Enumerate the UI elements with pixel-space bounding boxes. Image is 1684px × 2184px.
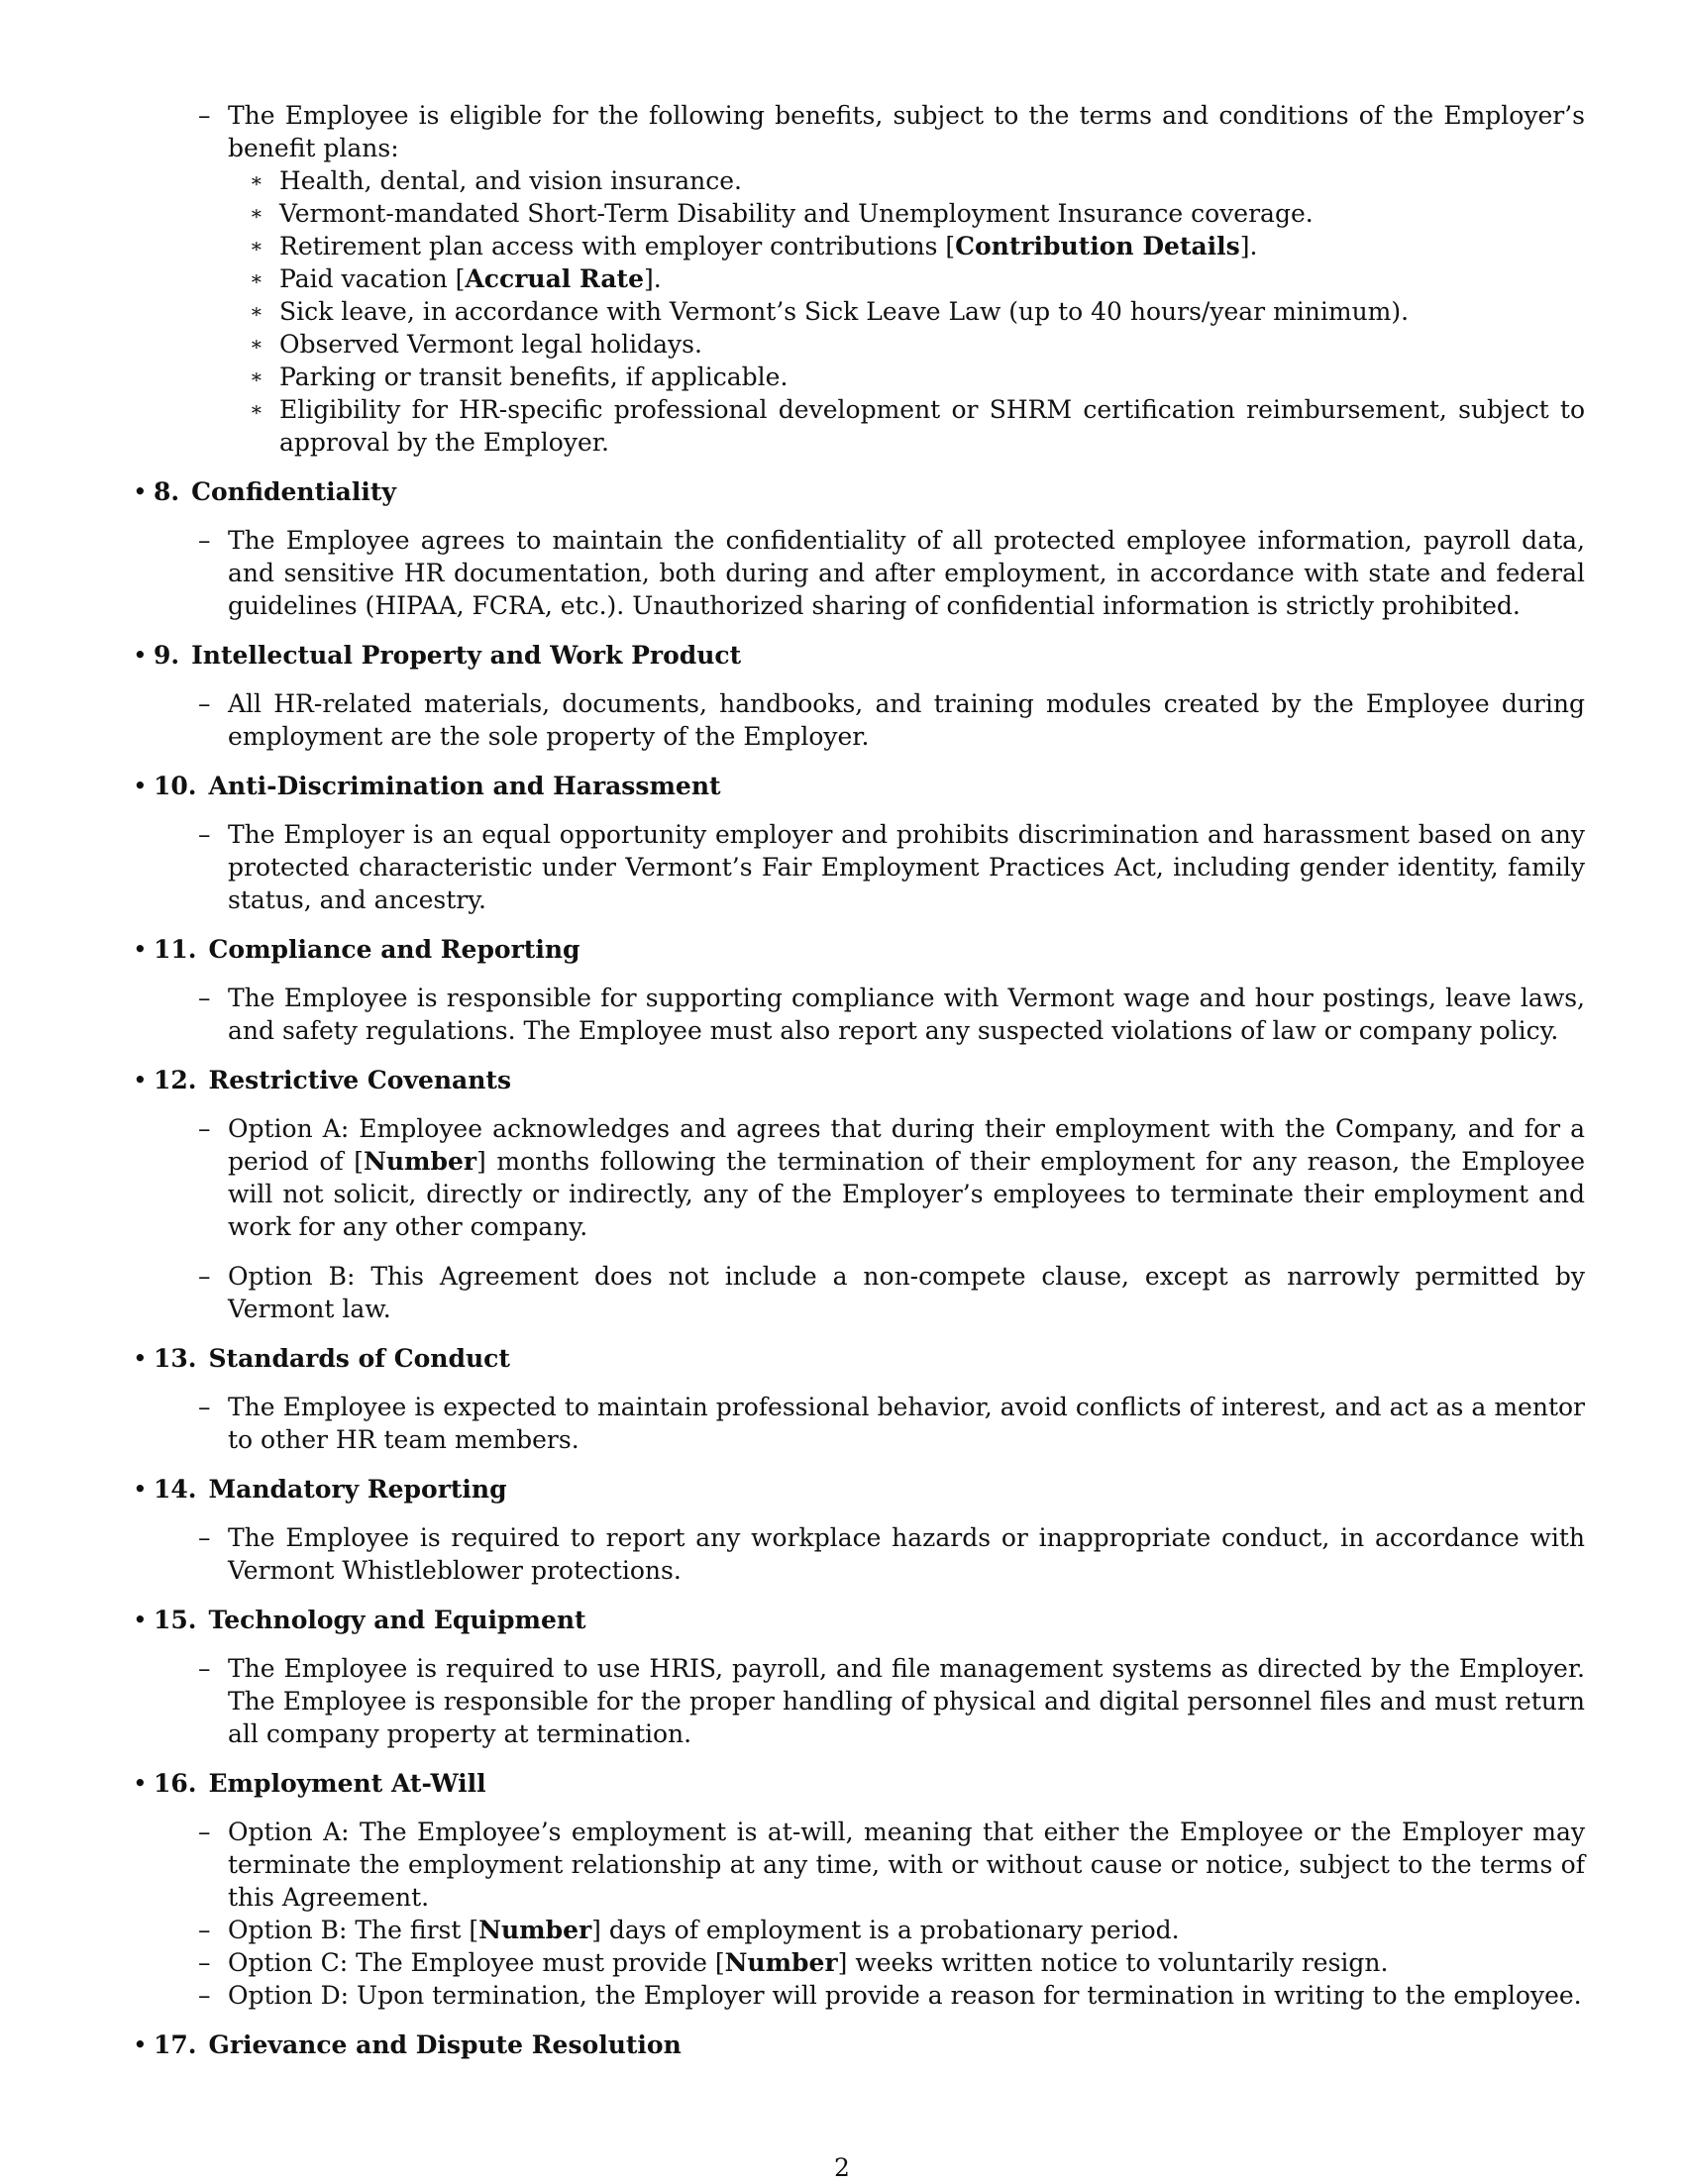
- benefit-item: [250, 230, 1585, 262]
- section-8: [119, 475, 1585, 622]
- text-part: The Employer is an equal opportunity employer and prohibits discrimination and harassment based on any protected characteristic under Vermont’s Fair Employment Practices Act, including gender identity, family status, and ancestry.: [228, 820, 1585, 914]
- section-17: [119, 2028, 1585, 2061]
- section-clause: [198, 524, 1585, 622]
- bullet-marker: •: [133, 772, 148, 800]
- text-part: All HR-related materials, documents, handbooks, and training modules created by the Employee during employment are the sole property of the Employer.: [228, 689, 1585, 751]
- benefit-item: [250, 197, 1585, 230]
- dash-marker: –: [198, 1654, 211, 1683]
- section-body: [198, 1652, 1585, 1750]
- section-body: [198, 818, 1585, 916]
- dash-marker: –: [198, 1262, 211, 1291]
- section-body: [198, 524, 1585, 622]
- dash-marker: –: [198, 1981, 211, 2010]
- section-title: Intellectual Property and Work Product: [191, 641, 742, 670]
- item-text: [228, 1948, 1388, 1977]
- section-clause: [198, 818, 1585, 916]
- section-title: Compliance and Reporting: [208, 935, 580, 964]
- sections-list: [119, 475, 1585, 2061]
- section-clause: [198, 1914, 1585, 1946]
- item-text: [279, 232, 1257, 260]
- item-text: [228, 820, 1585, 914]
- item-text: [279, 297, 1409, 326]
- text-part: Sick leave, in accordance with Vermont’s Sick Leave Law (up to 40 hours/year minimum).: [279, 297, 1410, 326]
- item-text: [228, 1818, 1585, 1912]
- bullet-marker: •: [133, 1769, 148, 1798]
- benefit-item: [250, 393, 1585, 459]
- text-part: Retirement plan access with employer contributions [: [279, 232, 956, 260]
- text-part: The Employee is required to report any workplace hazards or inappropriate conduct, in accordance with Vermont Whistleblower protections.: [228, 1523, 1585, 1585]
- section-number: 14.: [154, 1475, 197, 1504]
- dash-marker: –: [198, 1114, 211, 1143]
- section-clause: [198, 1112, 1585, 1243]
- benefits-lead: [198, 99, 1585, 164]
- text-part: The Employee agrees to maintain the confidentiality of all protected employee information, payroll data, and sensitive HR documentation, both during and after employment, in accordance with state and federal guidelines (HIPAA, FCRA, etc.). Unauthorized sharing of confidential information is strictly prohibited.: [228, 526, 1585, 620]
- item-text: [228, 526, 1585, 620]
- placeholder-field: Accrual Rate: [465, 264, 644, 293]
- dash-marker: –: [198, 1523, 211, 1552]
- bullet-marker: •: [133, 935, 148, 964]
- section-heading: [119, 770, 1585, 802]
- section-number: 15.: [154, 1606, 197, 1634]
- section-clause: [198, 1946, 1585, 1979]
- text-part: ] weeks written notice to voluntarily resign.: [837, 1948, 1389, 1977]
- section-heading: [119, 1064, 1585, 1096]
- section-clause: [198, 1816, 1585, 1914]
- text-part: The Employee is responsible for supporting compliance with Vermont wage and hour postings, leave laws, and safety regulations. The Employee must also report any suspected violations of law or company policy.: [228, 984, 1585, 1045]
- section-10: [119, 770, 1585, 916]
- text-part: Option C: The Employee must provide [: [228, 1948, 725, 1977]
- text-part: Vermont-mandated Short-Term Disability and Unemployment Insurance coverage.: [279, 199, 1314, 228]
- benefits-list: [250, 164, 1585, 459]
- benefit-item: [250, 164, 1585, 197]
- text-part: ] days of employment is a probationary period.: [591, 1916, 1180, 1944]
- section-number: 9.: [154, 641, 180, 670]
- text-part: Option A: Employee acknowledges and agrees that during their employment with the Company, and for a period of [: [228, 1114, 1585, 1176]
- section-heading: [119, 1767, 1585, 1800]
- placeholder-field: Number: [478, 1916, 592, 1944]
- section-number: 16.: [154, 1769, 197, 1798]
- asterisk-marker: ∗: [250, 397, 263, 421]
- item-text: [228, 1916, 1180, 1944]
- item-text: [279, 395, 1585, 457]
- section-clause: [198, 687, 1585, 753]
- section-clause: [198, 982, 1585, 1047]
- section-clause: [198, 1391, 1585, 1456]
- asterisk-marker: ∗: [250, 266, 263, 290]
- bullet-marker: •: [133, 1475, 148, 1504]
- text-part: Health, dental, and vision insurance.: [279, 166, 743, 195]
- section-heading: [119, 933, 1585, 966]
- dash-marker: –: [198, 526, 211, 555]
- section-clause: [198, 1979, 1585, 2012]
- text-part: Parking or transit benefits, if applicable.: [279, 363, 789, 391]
- section-title: Standards of Conduct: [208, 1344, 510, 1373]
- section-heading: [119, 2028, 1585, 2061]
- item-text: [228, 689, 1585, 751]
- asterisk-marker: ∗: [250, 332, 263, 356]
- text-part: The Employee is expected to maintain professional behavior, avoid conflicts of interest, and act as a mentor to other HR team members.: [228, 1393, 1585, 1454]
- item-text: [279, 363, 788, 391]
- section-heading: [119, 1604, 1585, 1636]
- section-heading: [119, 639, 1585, 672]
- section-number: 12.: [154, 1066, 197, 1094]
- benefits-block: [198, 99, 1585, 459]
- section-clause: [198, 1652, 1585, 1750]
- placeholder-field: Number: [363, 1147, 477, 1176]
- item-text: [279, 199, 1314, 228]
- section-number: 17.: [154, 2030, 197, 2059]
- bullet-marker: •: [133, 477, 148, 506]
- section-14: [119, 1473, 1585, 1587]
- section-12: [119, 1064, 1585, 1325]
- section-body: [198, 982, 1585, 1047]
- bullet-marker: •: [133, 1066, 148, 1094]
- section-number: 10.: [154, 772, 197, 800]
- asterisk-marker: ∗: [250, 234, 263, 258]
- benefit-item: [250, 295, 1585, 328]
- text-part: Option B: This Agreement does not include a non-compete clause, except as narrowly permitted by Vermont law.: [228, 1262, 1585, 1323]
- section-title: Confidentiality: [191, 477, 396, 506]
- text-part: Eligibility for HR-specific professional development or SHRM certification reimbursement, subject to approval by the Employer.: [279, 395, 1585, 457]
- section-number: 11.: [154, 935, 197, 964]
- item-text: [228, 984, 1585, 1045]
- text-part: Option D: Upon termination, the Employer will provide a reason for termination in writing to the employee.: [228, 1981, 1582, 2010]
- dash-marker: –: [198, 1393, 211, 1421]
- placeholder-field: Contribution Details: [955, 232, 1240, 260]
- section-heading: [119, 1342, 1585, 1375]
- placeholder-field: Number: [724, 1948, 838, 1977]
- dash-marker: –: [198, 1948, 211, 1977]
- asterisk-marker: ∗: [250, 299, 263, 323]
- section-title: Employment At-Will: [208, 1769, 486, 1798]
- text-part: Observed Vermont legal holidays.: [279, 330, 702, 359]
- text-part: Paid vacation [: [279, 264, 466, 293]
- item-text: [279, 264, 662, 293]
- section-clause: [198, 1260, 1585, 1325]
- text-part: Option B: The first [: [228, 1916, 479, 1944]
- section-title: Mandatory Reporting: [208, 1475, 507, 1504]
- dash-marker: –: [198, 1818, 211, 1846]
- benefit-item: [250, 262, 1585, 295]
- page-number: 2: [834, 2153, 850, 2182]
- benefit-item: [250, 361, 1585, 393]
- item-text: [228, 1523, 1585, 1585]
- section-title: Grievance and Dispute Resolution: [208, 2030, 682, 2059]
- dash-marker: –: [198, 689, 211, 718]
- bullet-marker: •: [133, 641, 148, 670]
- section-body: [198, 687, 1585, 753]
- item-text: [228, 1114, 1585, 1241]
- item-text: [279, 166, 742, 195]
- dash-marker: –: [198, 101, 211, 130]
- item-text: [228, 1654, 1585, 1748]
- section-heading: [119, 475, 1585, 508]
- section-heading: [119, 1473, 1585, 1506]
- benefit-item: [250, 328, 1585, 361]
- text-part: ] months following the termination of their employment for any reason, the Employee will not solicit, directly or indirectly, any of the Employer’s employees to terminate their employment and work for any other company.: [228, 1147, 1585, 1241]
- text-part: ].: [1239, 232, 1258, 260]
- section-body: [198, 1112, 1585, 1325]
- section-9: [119, 639, 1585, 753]
- section-number: 8.: [154, 477, 180, 506]
- benefits-lead-text: The Employee is eligible for the following benefits, subject to the terms and conditions of the Employer’s benefit plans:: [228, 101, 1585, 162]
- text-part: Option A: The Employee’s employment is at-will, meaning that either the Employee or the Employer may terminate the employment relationship at any time, with or without cause or notice, subject to the terms of this Agreement.: [228, 1818, 1585, 1912]
- section-15: [119, 1604, 1585, 1750]
- section-title: Restrictive Covenants: [208, 1066, 512, 1094]
- asterisk-marker: ∗: [250, 168, 263, 192]
- section-11: [119, 933, 1585, 1047]
- section-body: [198, 1391, 1585, 1456]
- section-clause: [198, 1521, 1585, 1587]
- item-text: [228, 1981, 1582, 2010]
- dash-marker: –: [198, 1916, 211, 1944]
- bullet-marker: •: [133, 1344, 148, 1373]
- item-text: [228, 1393, 1585, 1454]
- section-body: [198, 1816, 1585, 2012]
- section-body: [198, 1521, 1585, 1587]
- section-title: Technology and Equipment: [208, 1606, 586, 1634]
- dash-marker: –: [198, 820, 211, 849]
- section-16: [119, 1767, 1585, 2012]
- bullet-marker: •: [133, 2030, 148, 2059]
- section-13: [119, 1342, 1585, 1456]
- section-title: Anti-Discrimination and Harassment: [208, 772, 721, 800]
- document-body: [119, 99, 1585, 2077]
- text-part: ].: [643, 264, 662, 293]
- item-text: [228, 1262, 1585, 1323]
- text-part: The Employee is required to use HRIS, payroll, and file management systems as directed by the Employer. The Employee is responsible for the proper handling of physical and digital personnel files and must return all company property at termination.: [228, 1654, 1585, 1748]
- asterisk-marker: ∗: [250, 364, 263, 388]
- section-number: 13.: [154, 1344, 197, 1373]
- asterisk-marker: ∗: [250, 201, 263, 225]
- item-text: [279, 330, 702, 359]
- dash-marker: –: [198, 984, 211, 1012]
- bullet-marker: •: [133, 1606, 148, 1634]
